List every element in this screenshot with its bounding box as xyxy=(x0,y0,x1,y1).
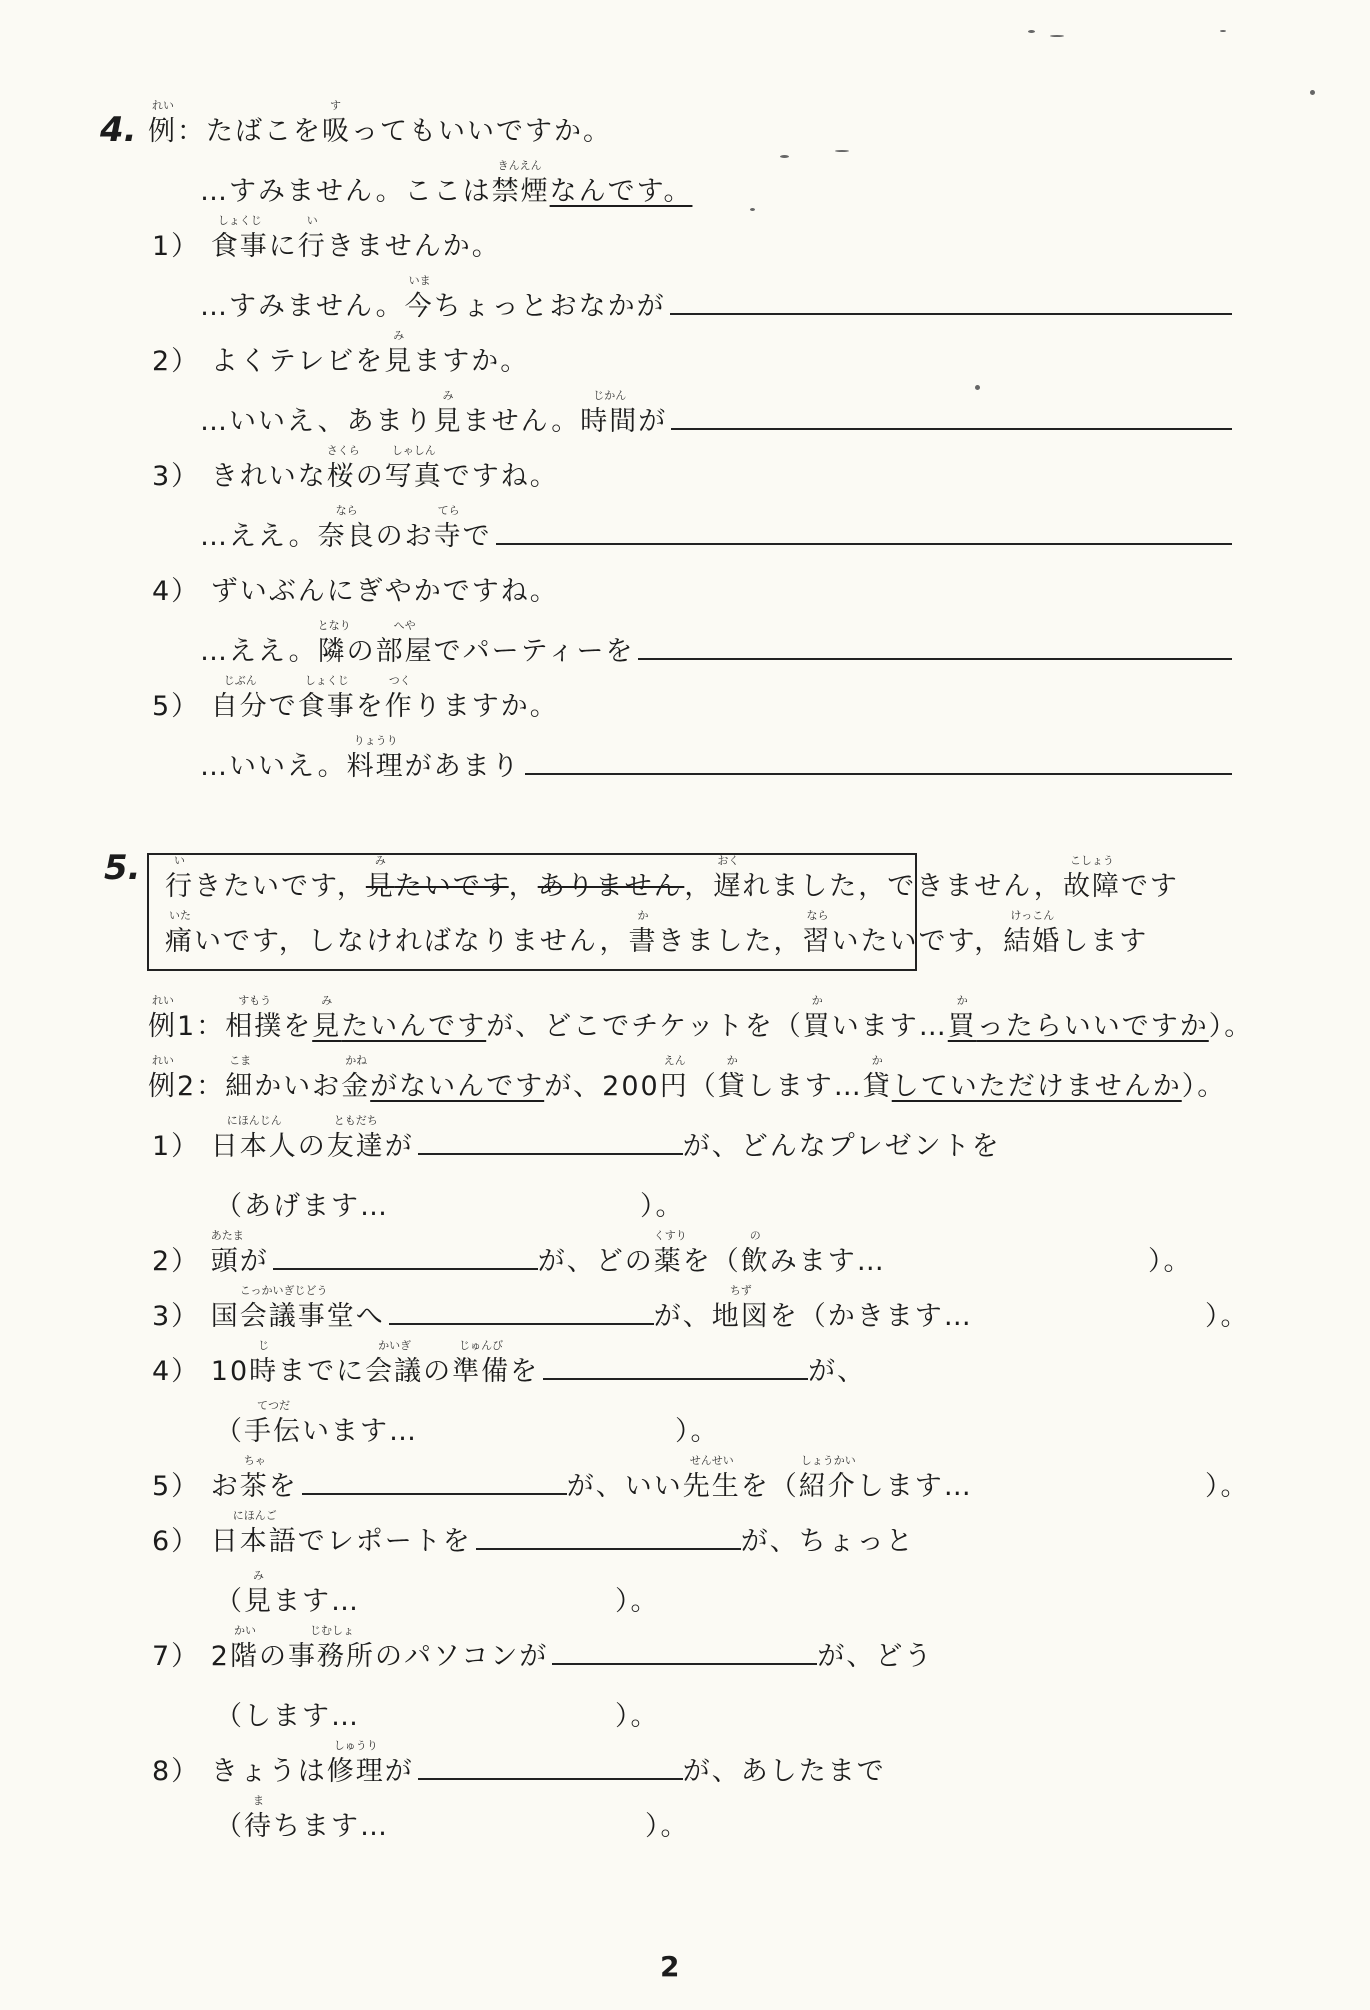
furigana: か xyxy=(726,1054,738,1067)
furigana: けっこん xyxy=(1010,909,1055,922)
exercise-answer-line: …すみません。 いま 今ちょっとおなかが xyxy=(200,290,1232,324)
furigana: かい xyxy=(233,1624,256,1637)
answer-blank[interactable] xyxy=(273,1246,538,1270)
item-number: 1） xyxy=(152,231,211,262)
furigana: にほんじん xyxy=(226,1114,282,1127)
answer-blank[interactable] xyxy=(670,291,1232,315)
furigana: つく xyxy=(388,674,411,687)
section-5-example-2: れい 例2： こま 細かいお かね 金がないんですが、200 えん 円（ か 貸します… か 貸していただけませんか）。 xyxy=(148,1054,1227,1102)
answer-blank[interactable] xyxy=(476,1526,741,1550)
furigana: み xyxy=(393,329,405,342)
answer-blank[interactable] xyxy=(552,1641,817,1665)
item-number: 2） xyxy=(152,1246,211,1277)
furigana: み xyxy=(442,389,454,402)
answer-blank[interactable] xyxy=(418,1756,683,1780)
furigana: しょくじ xyxy=(304,674,349,687)
exercise-continuation: （ み 見ます… xyxy=(215,1569,360,1617)
word-box-row-1: い 行きたいです， み 見たいです，ありません， おく 遅れました，できません， こしょう 故障です xyxy=(165,854,1179,902)
exercise-question: 2） よくテレビを み 見ますか。 xyxy=(152,329,530,377)
answer-blank[interactable] xyxy=(496,521,1232,545)
furigana: しょうかい xyxy=(800,1454,856,1467)
furigana: かね xyxy=(345,1054,368,1067)
furigana: こま xyxy=(229,1054,252,1067)
furigana: しょくじ xyxy=(217,214,262,227)
furigana: じぶん xyxy=(223,674,257,687)
item-number: 3） xyxy=(152,461,211,492)
answer-blank[interactable] xyxy=(302,1471,567,1495)
furigana: さくら xyxy=(326,444,360,457)
exercise-question: 5） お ちゃ 茶を が、いい せんせい 先生を（ しょうかい 紹介します… xyxy=(152,1454,973,1502)
closing-paren: ）。 xyxy=(1205,1471,1250,1502)
page-number: 2 xyxy=(660,1950,680,1983)
furigana: なら xyxy=(335,504,358,517)
item-number: 2） xyxy=(152,346,211,377)
furigana: しゅうり xyxy=(333,1739,378,1752)
section-4-example-answer: …すみません。ここは きんえん 禁煙なんです。 xyxy=(200,159,693,207)
furigana: ともだち xyxy=(333,1114,378,1127)
scan-speck xyxy=(780,155,789,158)
item-number: 5） xyxy=(152,1471,211,1502)
furigana: てつだ xyxy=(257,1399,290,1412)
answer-blank[interactable] xyxy=(525,751,1232,775)
closing-paren: ）。 xyxy=(615,1701,660,1732)
scan-speck xyxy=(1028,30,1035,33)
furigana: じ xyxy=(258,1339,270,1352)
scan-speck xyxy=(1220,30,1226,32)
closing-paren: ）。 xyxy=(1148,1246,1193,1277)
furigana: み xyxy=(253,1569,264,1582)
furigana: か xyxy=(811,994,823,1007)
exercise-answer-line: …ええ。 となり 隣の へや 部屋でパーティーを xyxy=(200,635,1232,669)
furigana: あたま xyxy=(210,1229,244,1242)
exercise-question: 2） あたま 頭が が、どの くすり 薬を（ の 飲みます… xyxy=(152,1229,886,1277)
item-number: 5） xyxy=(152,691,211,722)
item-number: 7） xyxy=(152,1641,211,1672)
exercise-answer-line: …いいえ。 りょうり 料理があまり xyxy=(200,750,1232,784)
item-number: 3） xyxy=(152,1301,211,1332)
item-number: 8） xyxy=(152,1756,211,1787)
furigana: み xyxy=(321,994,333,1007)
furigana: じむしょ xyxy=(309,1624,354,1637)
furigana: い xyxy=(306,214,318,227)
furigana: ちゃ xyxy=(243,1454,266,1467)
answer-blank[interactable] xyxy=(671,406,1232,430)
word-box-row-2: いた 痛いです，しなければなりません， か 書きました， なら 習いたいです， けっこん 結婚します xyxy=(165,909,1149,957)
closing-paren: ）。 xyxy=(1205,1301,1250,1332)
scan-speck xyxy=(750,208,755,211)
furigana: すもう xyxy=(238,994,272,1007)
furigana: おく xyxy=(717,854,740,867)
answer-blank[interactable] xyxy=(638,636,1232,660)
furigana: い xyxy=(174,854,185,867)
exercise-continuation: （ ま 待ちます… xyxy=(215,1794,389,1842)
furigana: にほんご xyxy=(232,1509,277,1522)
furigana: れい xyxy=(152,994,174,1007)
exercise-question: 5） じぶん 自分で しょくじ 食事を つく 作りますか。 xyxy=(152,674,559,722)
furigana: へや xyxy=(393,619,416,632)
item-number: 4） xyxy=(152,1356,211,1387)
furigana: ま xyxy=(253,1794,264,1807)
section-5-example-1: れい 例1： すもう 相撲を み 見たいんですが、どこでチケットを（ か 買います… か 買ったらいいですか）。 xyxy=(148,994,1254,1042)
answer-blank[interactable] xyxy=(389,1301,654,1325)
furigana: じかん xyxy=(593,389,627,402)
furigana: てら xyxy=(437,504,460,517)
scan-speck xyxy=(835,150,849,152)
exercise-question: 7） 2 かい 階の じむしょ 事務所のパソコンが が、どう xyxy=(152,1624,934,1672)
item-number: 6） xyxy=(152,1526,211,1557)
exercise-question: 8） きょうは しゅうり 修理が が、あしたまで xyxy=(152,1739,886,1787)
scan-speck xyxy=(1310,90,1315,95)
furigana: か xyxy=(637,909,649,922)
exercise-continuation: （ てつだ 手伝います… xyxy=(215,1399,418,1447)
exercise-question: 3） きれいな さくら 桜の しゃしん 写真ですね。 xyxy=(152,444,559,492)
furigana: かいぎ xyxy=(378,1339,412,1352)
furigana: ちず xyxy=(729,1284,752,1297)
exercise-question: 4） 10 じ 時までに かいぎ 会議の じゅんび 準備を が、 xyxy=(152,1339,867,1387)
exercise-answer-line: …ええ。 なら 奈良のお てら 寺で xyxy=(200,520,1232,554)
furigana: りょうり xyxy=(353,734,398,747)
scan-speck xyxy=(1050,35,1064,37)
closing-paren: ）。 xyxy=(645,1811,690,1842)
furigana: せんせい xyxy=(689,1454,734,1467)
section-5-number: 5. xyxy=(104,848,141,888)
answer-blank[interactable] xyxy=(543,1356,808,1380)
closing-paren: ）。 xyxy=(640,1191,685,1222)
closing-paren: ）。 xyxy=(675,1416,720,1447)
furigana: れい xyxy=(152,1054,174,1067)
item-number: 4） xyxy=(152,576,211,607)
furigana: なら xyxy=(806,909,829,922)
furigana: えん xyxy=(663,1054,686,1067)
exercise-question: 4） ずいぶんにぎやかですね。 xyxy=(152,576,559,607)
item-number: 1） xyxy=(152,1131,211,1162)
exercise-question: 6） にほんご 日本語でレポートを が、ちょっと xyxy=(152,1509,915,1557)
example-label: れい 例 xyxy=(148,99,177,147)
furigana: となり xyxy=(317,619,351,632)
exercise-continuation: （します… xyxy=(215,1701,360,1732)
section-4-example-question: れい 例：たばこを す 吸ってもいいですか。 xyxy=(148,99,612,147)
exercise-question: 1） しょくじ 食事に い 行きませんか。 xyxy=(152,214,501,262)
furigana: の xyxy=(749,1229,761,1242)
exercise-answer-line: …いいえ、あまり み 見ません。 じかん 時間が xyxy=(200,405,1232,439)
furigana: こっかいぎじどう xyxy=(239,1284,328,1297)
closing-paren: ）。 xyxy=(615,1586,660,1617)
answer-blank[interactable] xyxy=(418,1131,683,1155)
furigana: か xyxy=(871,1054,883,1067)
section-4-number: 4. xyxy=(100,110,137,150)
furigana: じゅんび xyxy=(459,1339,504,1352)
furigana: いま xyxy=(408,274,431,287)
furigana: いた xyxy=(169,909,191,922)
furigana: か xyxy=(956,994,968,1007)
furigana: しゃしん xyxy=(391,444,436,457)
exercise-question: 1） にほんじん 日本人の ともだち 友達が が、どんなプレゼントを xyxy=(152,1114,1001,1162)
exercise-continuation: （あげます… xyxy=(215,1191,389,1222)
furigana: くすり xyxy=(653,1229,687,1242)
furigana: こしょう xyxy=(1069,854,1114,867)
furigana: み xyxy=(374,854,386,867)
scan-speck xyxy=(975,385,980,390)
exercise-question: 3） こっかいぎじどう 国会議事堂へ が、 ちず 地図を（かきます… xyxy=(152,1284,973,1332)
